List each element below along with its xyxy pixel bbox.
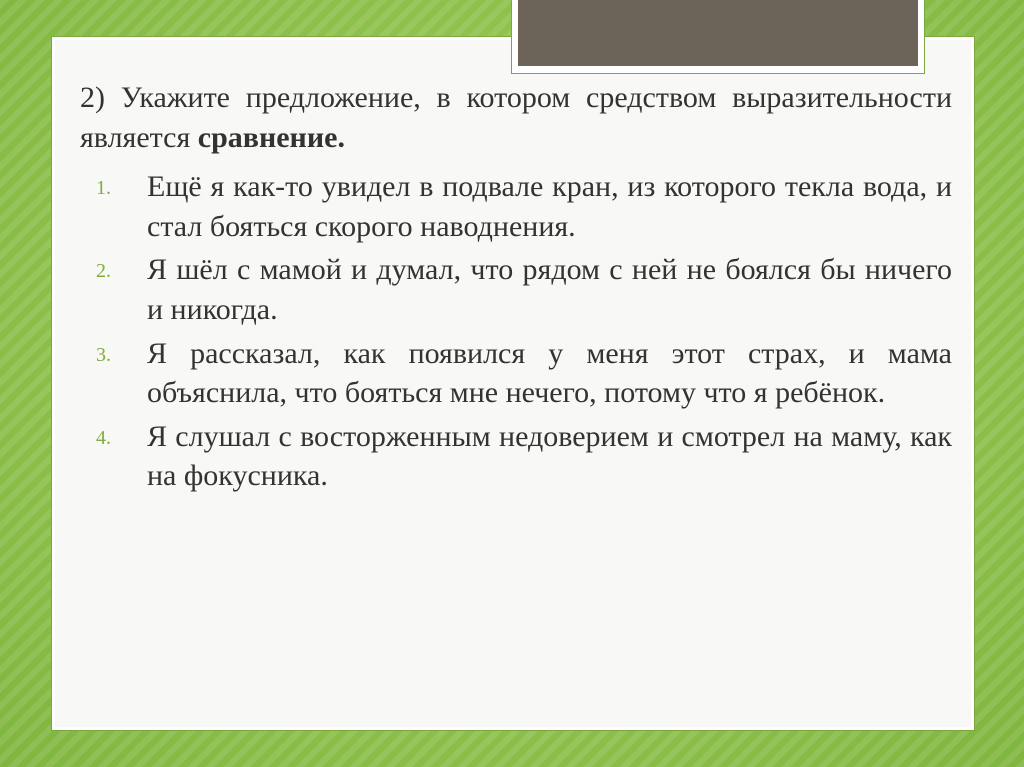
question-keyword: сравнение. [197,120,345,154]
option-item-2 [80,250,952,329]
option-number: 1. [96,177,111,200]
option-item-1 [80,167,952,246]
option-item-4 [80,417,952,496]
question-prefix: 2) Укажите предложение, в котором средством выразительности является [80,81,952,154]
question-text [80,78,952,157]
option-text: Ещё я как-то увидел в подвале кран, из которого текла вода, и стал бояться скорого наводнения. [147,170,952,243]
title-bar [518,0,918,66]
option-text: Я шёл с мамой и думал, что рядом с ней не боялся бы ничего и никогда. [147,253,952,326]
option-item-3 [80,334,952,413]
option-text: Я рассказал, как появился у меня этот страх, и мама объяснила, что бояться мне нечего, потому что я ребёнок. [147,336,952,410]
option-number: 4. [96,426,111,449]
option-number: 3. [96,343,111,366]
slide-content [80,78,952,500]
option-text: Я слушал с восторженным недоверием и смотрел на маму, как на фокусника. [147,419,952,493]
option-number: 2. [96,260,111,283]
options-list [80,167,952,496]
